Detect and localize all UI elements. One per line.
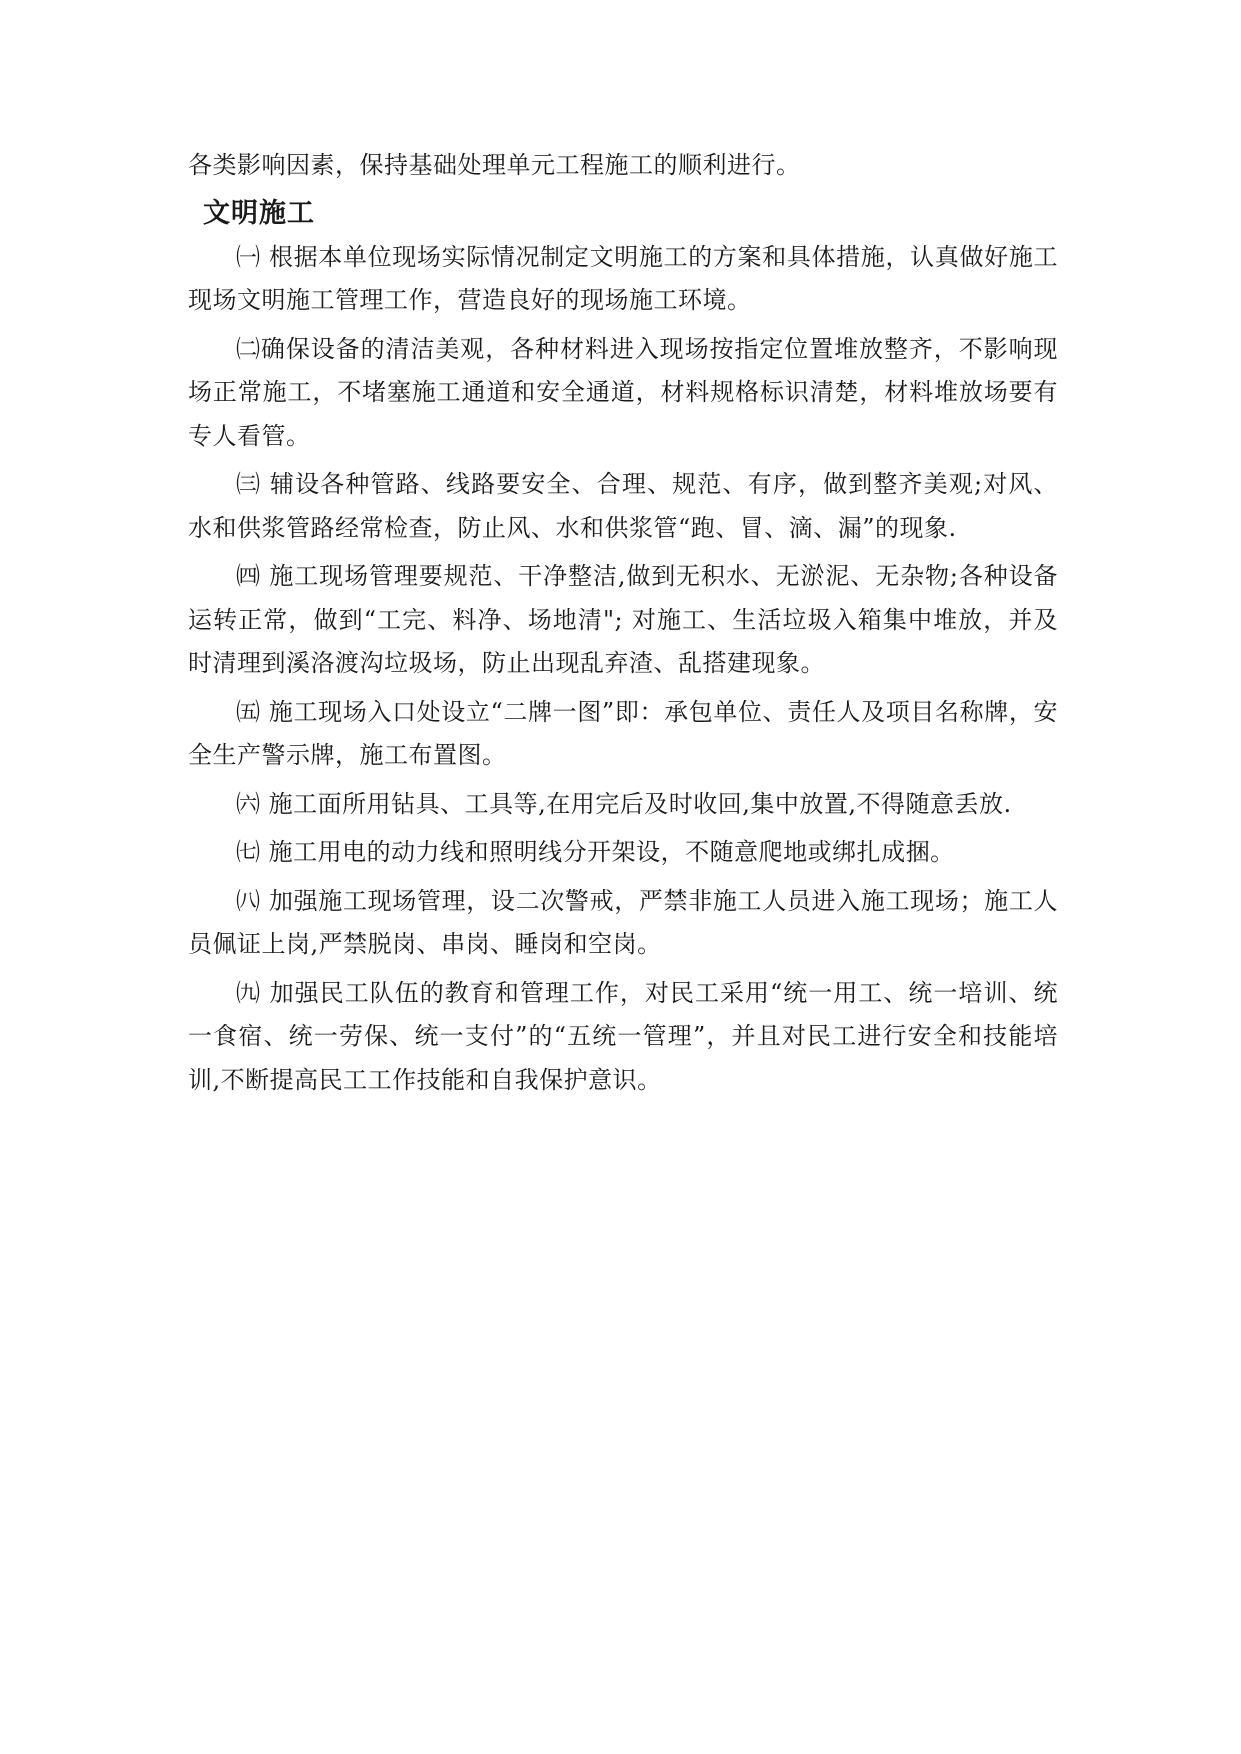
continuation-paragraph: 各类影响因素，保持基础处理单元工程施工的顺利进行。 (188, 151, 801, 179)
list-item: ㈣ 施工现场管理要规范、干净整洁,做到无积水、无淤泥、无杂物;各种设备运转正常，做到“工完、料净、场地清"; 对施工、生活垃圾入箱集中堆放，并及时清理到溪洛渡沟垃圾场，防止出现乱弃渣、乱搭建现象。 (188, 562, 1058, 677)
list-item: ㈨ 加强民工队伍的教育和管理工作，对民工采用“统一用工、统一培训、统一食宿、统一劳保、统一支付”的“五统一管理”，并且对民工进行安全和技能培训,不断提高民工工作技能和自我保护意识。 (188, 978, 1058, 1094)
list-item: ㈤ 施工现场入口处设立“二牌一图”即：承包单位、责任人及项目名称牌，安全生产警示牌，施工布置图。 (188, 697, 1058, 769)
list-item: ㈠ 根据本单位现场实际情况制定文明施工的方案和具体措施，认真做好施工现场文明施工管理工作，营造良好的现场施工环境。 (188, 242, 1058, 314)
list-item: ㈡确保设备的清洁美观，各种材料进入现场按指定位置堆放整齐，不影响现场正常施工，不堵塞施工通道和安全通道，材料规格标识清楚，材料堆放场要有专人看管。 (188, 334, 1058, 450)
section-heading: 文明施工 (203, 197, 315, 229)
list-item: ㈧ 加强施工现场管理，设二次警戒，严禁非施工人员进入施工现场；施工人员佩证上岗,严禁脱岗、串岗、睡岗和空岗。 (188, 886, 1058, 958)
list-item: ㈢ 辅设各种管路、线路要安全、合理、规范、有序，做到整齐美观;对风、水和供浆管路经常检查，防止风、水和供浆管“跑、冒、滴、漏”的现象. (188, 470, 1058, 542)
list-item: ㈦ 施工用电的动力线和照明线分开架设，不随意爬地或绑扎成捆。 (236, 838, 955, 866)
list-item: ㈥ 施工面所用钻具、工具等,在用完后及时收回,集中放置,不得随意丢放. (236, 789, 1012, 818)
document-body (188, 144, 1058, 1107)
